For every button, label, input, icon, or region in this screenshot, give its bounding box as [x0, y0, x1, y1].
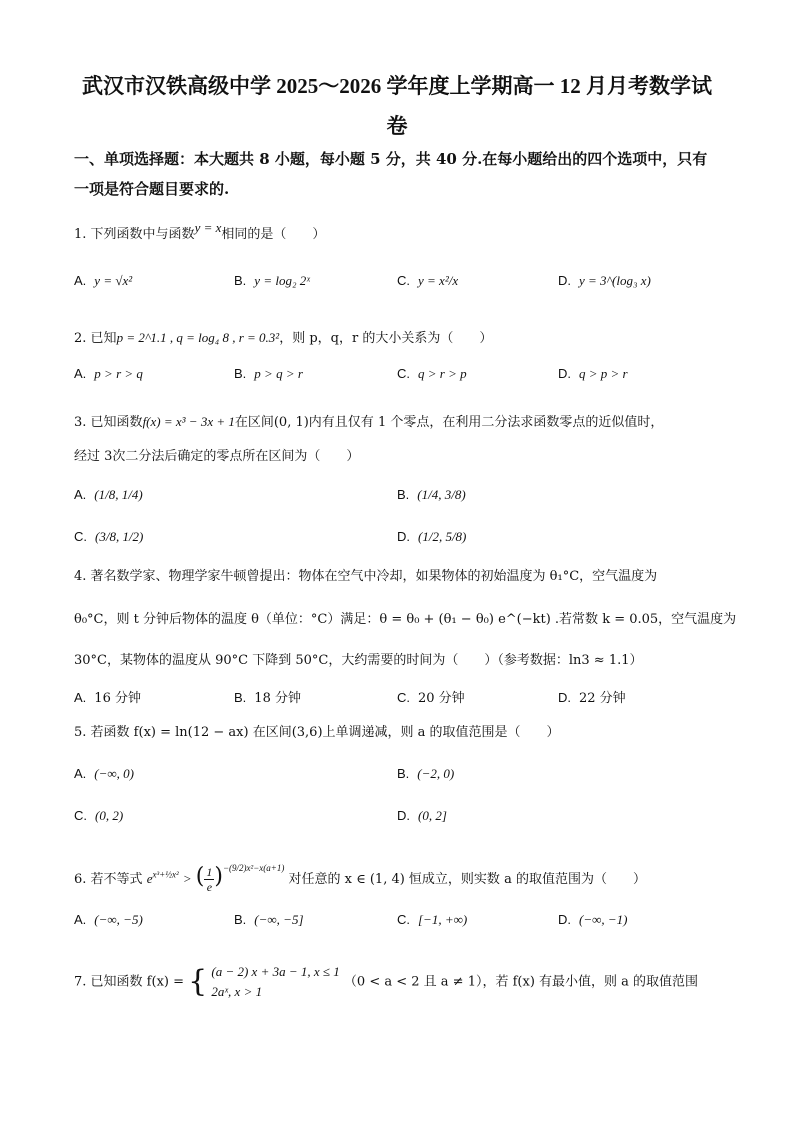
question-1-option-a: A. y = √x² — [74, 273, 133, 288]
question-6-option-d: D. (−∞, −1) — [558, 912, 628, 927]
question-2-option-b: B. p > q > r — [234, 366, 303, 381]
question-6-option-a: A. (−∞, −5) — [74, 912, 143, 927]
question-5-option-d: D. (0, 2] — [397, 808, 447, 823]
question-2-stem: 2. 已知p = 2^1.1 , q = log₄ 8 , r = 0.3²，则 p，q，r 的大小关系为（ ） — [74, 330, 493, 346]
question-3-option-d: D. (1/2, 5/8) — [397, 529, 467, 544]
exam-title-line1: 武汉市汉铁高级中学 2025～2026 学年度上学期高一 12 月月考数学试 — [82, 74, 712, 98]
question-3-option-c: C. (3/8, 1/2) — [74, 529, 144, 544]
question-4-stem: 4. 著名数学家、物理学家牛顿曾提出：物体在空气中冷却，如果物体的初始温度为 θ₁°C，空气温度为 — [74, 569, 658, 584]
question-4-option-d: D. 22 分钟 — [558, 690, 626, 706]
question-1-option-c: C. y = x²/x — [397, 273, 459, 288]
question-5-stem: 5. 若函数 f(x) = ln(12 − ax) 在区间(3,6)上单调递减，则 a 的取值范围是（ ） — [74, 725, 560, 740]
question-3-stem-line2: 经过 3次二分法后确定的零点所在区间为（ ） — [74, 449, 360, 464]
question-4-option-b: B. 18 分钟 — [234, 690, 301, 706]
section-heading-line1: 一、单项选择题：本大题共 8 小题，每小题 5 分，共 40 分.在每小题给出的四个选项中，只有 — [74, 150, 708, 168]
question-6-option-b: B. (−∞, −5] — [234, 912, 304, 927]
question-6-option-c: C. [−1, +∞) — [397, 912, 468, 927]
question-1-option-d: D. y = 3^(log₃ x) — [558, 273, 651, 288]
question-4-stem-line3: 30°C，某物体的温度从 90°C 下降到 50°C，大约需要的时间为（ ）（参考数据：ln3 ≈ 1.1） — [74, 653, 643, 668]
question-5-option-b: B. (−2, 0) — [397, 766, 455, 781]
question-3-stem: 3. 已知函数f(x) = x³ − 3x + 1在区间(0, 1)内有且仅有 1 个零点，在利用二分法求函数零点的近似值时， — [74, 414, 664, 430]
question-4-stem-line2: θ₀°C，则 t 分钟后物体的温度 θ（单位：°C）满足：θ = θ₀ + (θ₁ − θ₀) e^(−kt) .若常数 k = 0.05，空气温度为 — [74, 612, 737, 627]
question-4-option-c: C. 20 分钟 — [397, 690, 465, 706]
question-7-stem: 7. 已知函数 f(x) = { (a − 2) x + 3a − 1, x ≤ 1 2aˣ, x > 1 （0 < a < 2 且 a ≠ 1），若 f(x) 有最小值，则 a 的取值范围 — [74, 962, 724, 1002]
question-2-option-c: C. q > r > p — [397, 366, 467, 381]
exam-title-line2: 卷 — [386, 114, 408, 138]
question-3-option-b: B. (1/4, 3/8) — [397, 487, 466, 502]
question-3-option-a: A. (1/8, 1/4) — [74, 487, 143, 502]
section-heading-line2: 一项是符合题目要求的. — [74, 180, 230, 198]
question-4-option-a: A. 16 分钟 — [74, 690, 141, 706]
question-6-stem: 6. 若不等式 $e^{x^3+\frac{1}{2}x^2}$ > ( $\frac{1}{e}$ )$^{-(9/2)x^2-x(a+1)}$ 对任意的 x ∈ (1, 4) 恒成立，则实数 a 的取值范围为（ ） — [74, 863, 646, 894]
question-5-option-c: C. (0, 2) — [74, 808, 124, 823]
question-2-option-a: A. p > r > q — [74, 366, 143, 381]
inequality-left: $e^{x^3+\frac{1}{2}x^2}$ — [146, 869, 179, 886]
question-2-option-d: D. q > p > r — [558, 366, 628, 381]
question-5-option-a: A. (−∞, 0) — [74, 766, 134, 781]
piecewise-cases: (a − 2) x + 3a − 1, x ≤ 1 2aˣ, x > 1 — [211, 964, 340, 999]
question-1-option-b: B. y = log₂ 2ˣ — [234, 273, 310, 288]
question-1-stem: 1. 下列函数中与函数y = x相同的是（ ） — [74, 220, 326, 242]
